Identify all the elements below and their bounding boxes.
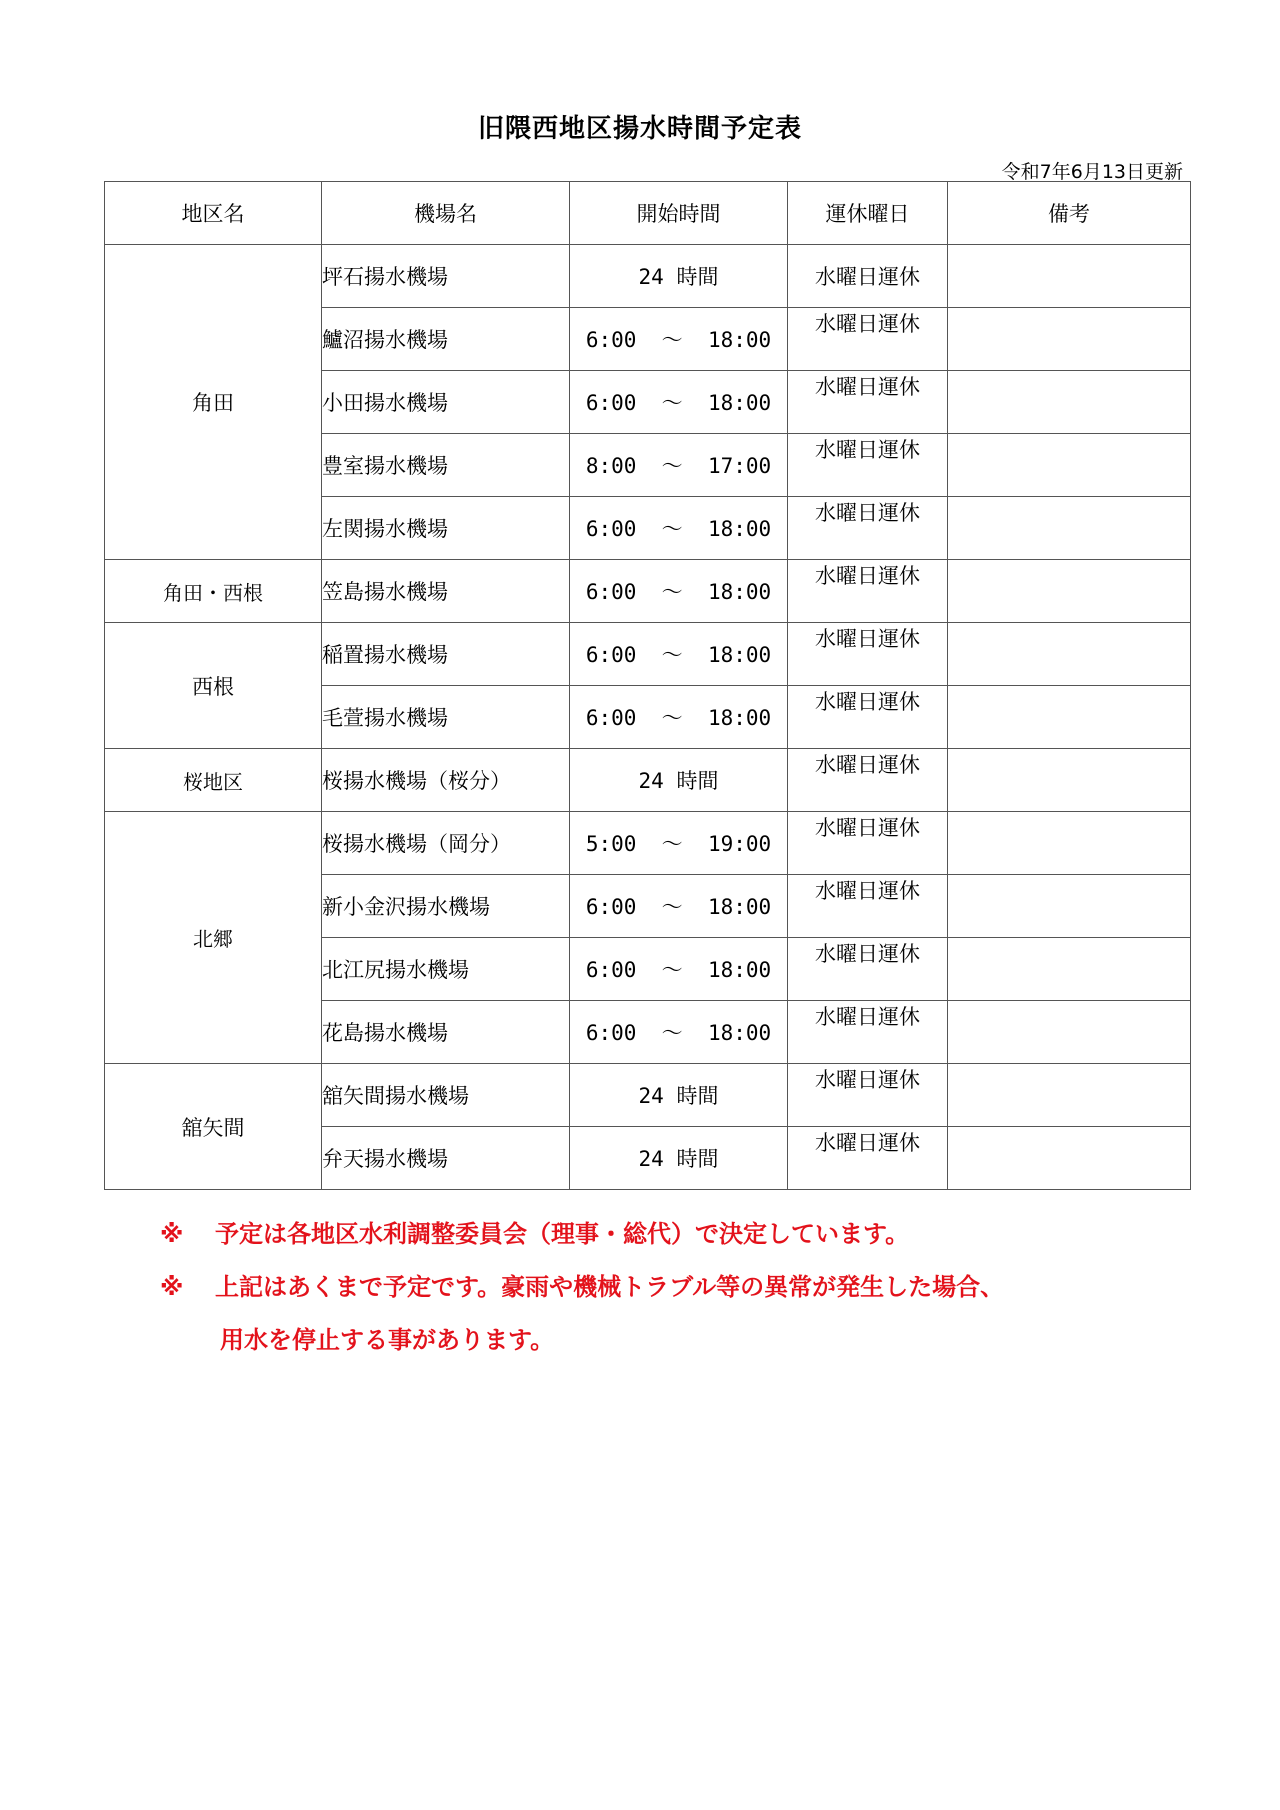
remarks-cell <box>948 938 1191 1001</box>
operating-hours: 6:00 ～ 18:00 <box>570 875 788 938</box>
remarks-cell <box>948 371 1191 434</box>
operating-hours: 5:00 ～ 19:00 <box>570 812 788 875</box>
operating-hours: 6:00 ～ 18:00 <box>570 497 788 560</box>
remarks-cell <box>948 1064 1191 1127</box>
station-name: 毛萱揚水機場 <box>322 686 570 749</box>
station-name: 小田揚水機場 <box>322 371 570 434</box>
remarks-cell <box>948 686 1191 749</box>
header-remarks: 備考 <box>948 182 1191 245</box>
operating-hours: 6:00 ～ 18:00 <box>570 686 788 749</box>
closed-day: 水曜日運休 <box>788 1064 948 1127</box>
closed-day: 水曜日運休 <box>788 938 948 1001</box>
remarks-cell <box>948 812 1191 875</box>
remarks-cell <box>948 434 1191 497</box>
station-name: 舘矢間揚水機場 <box>322 1064 570 1127</box>
station-name: 笠島揚水機場 <box>322 560 570 623</box>
remarks-cell <box>948 560 1191 623</box>
closed-day: 水曜日運休 <box>788 623 948 686</box>
station-name: 新小金沢揚水機場 <box>322 875 570 938</box>
station-name: 弁天揚水機場 <box>322 1127 570 1190</box>
station-name: 豊室揚水機場 <box>322 434 570 497</box>
note-text: 予定は各地区水利調整委員会（理事・総代）で決定しています。 <box>215 1220 910 1248</box>
operating-hours: 6:00 ～ 18:00 <box>570 308 788 371</box>
operating-hours: 24 時間 <box>570 245 788 308</box>
station-name: 桜揚水機場（桜分） <box>322 749 570 812</box>
station-name: 稲置揚水機場 <box>322 623 570 686</box>
table-row <box>105 749 1191 812</box>
note-text: 上記はあくまで予定です。豪雨や機械トラブル等の異常が発生した場合、 <box>215 1273 1005 1301</box>
table-row <box>105 812 1191 875</box>
closed-day: 水曜日運休 <box>788 245 948 308</box>
district-cell: 角田・西根 <box>105 560 322 623</box>
operating-hours: 6:00 ～ 18:00 <box>570 623 788 686</box>
header-start-time: 開始時間 <box>570 182 788 245</box>
station-name: 左関揚水機場 <box>322 497 570 560</box>
operating-hours: 24 時間 <box>570 749 788 812</box>
remarks-cell <box>948 1127 1191 1190</box>
notes-block <box>160 1208 1004 1367</box>
district-cell: 角田 <box>105 245 322 560</box>
station-name: 桜揚水機場（岡分） <box>322 812 570 875</box>
remarks-cell <box>948 623 1191 686</box>
station-name: 北江尻揚水機場 <box>322 938 570 1001</box>
reference-mark: ※ <box>160 1273 184 1301</box>
closed-day: 水曜日運休 <box>788 560 948 623</box>
updated-date: 令和7年6月13日更新 <box>1001 161 1183 183</box>
closed-day: 水曜日運休 <box>788 308 948 371</box>
closed-day: 水曜日運休 <box>788 875 948 938</box>
station-name: 花島揚水機場 <box>322 1001 570 1064</box>
closed-day: 水曜日運休 <box>788 371 948 434</box>
pump-schedule-table <box>104 181 1191 1190</box>
header-district: 地区名 <box>105 182 322 245</box>
table-row <box>105 560 1191 623</box>
note-line-2 <box>160 1261 1004 1314</box>
district-cell: 西根 <box>105 623 322 749</box>
header-closed-day: 運休曜日 <box>788 182 948 245</box>
remarks-cell <box>948 1001 1191 1064</box>
operating-hours: 24 時間 <box>570 1064 788 1127</box>
page-title: 旧隈西地区揚水時間予定表 <box>477 114 802 144</box>
note-text: 用水を停止する事があります。 <box>220 1326 555 1354</box>
reference-mark: ※ <box>160 1220 184 1248</box>
closed-day: 水曜日運休 <box>788 434 948 497</box>
closed-day: 水曜日運休 <box>788 686 948 749</box>
operating-hours: 8:00 ～ 17:00 <box>570 434 788 497</box>
table-row <box>105 245 1191 308</box>
closed-day: 水曜日運休 <box>788 497 948 560</box>
district-cell: 北郷 <box>105 812 322 1064</box>
district-cell: 桜地区 <box>105 749 322 812</box>
operating-hours: 24 時間 <box>570 1127 788 1190</box>
remarks-cell <box>948 875 1191 938</box>
remarks-cell <box>948 308 1191 371</box>
operating-hours: 6:00 ～ 18:00 <box>570 1001 788 1064</box>
note-line-3 <box>160 1314 1004 1367</box>
closed-day: 水曜日運休 <box>788 1127 948 1190</box>
operating-hours: 6:00 ～ 18:00 <box>570 938 788 1001</box>
closed-day: 水曜日運休 <box>788 812 948 875</box>
note-line-1 <box>160 1208 1004 1261</box>
operating-hours: 6:00 ～ 18:00 <box>570 371 788 434</box>
station-name: 鱸沼揚水機場 <box>322 308 570 371</box>
remarks-cell <box>948 245 1191 308</box>
station-name: 坪石揚水機場 <box>322 245 570 308</box>
table-header-row <box>105 182 1191 245</box>
table-row <box>105 623 1191 686</box>
header-station: 機場名 <box>322 182 570 245</box>
remarks-cell <box>948 497 1191 560</box>
table-row <box>105 1064 1191 1127</box>
closed-day: 水曜日運休 <box>788 749 948 812</box>
district-cell: 舘矢間 <box>105 1064 322 1190</box>
remarks-cell <box>948 749 1191 812</box>
closed-day: 水曜日運休 <box>788 1001 948 1064</box>
operating-hours: 6:00 ～ 18:00 <box>570 560 788 623</box>
